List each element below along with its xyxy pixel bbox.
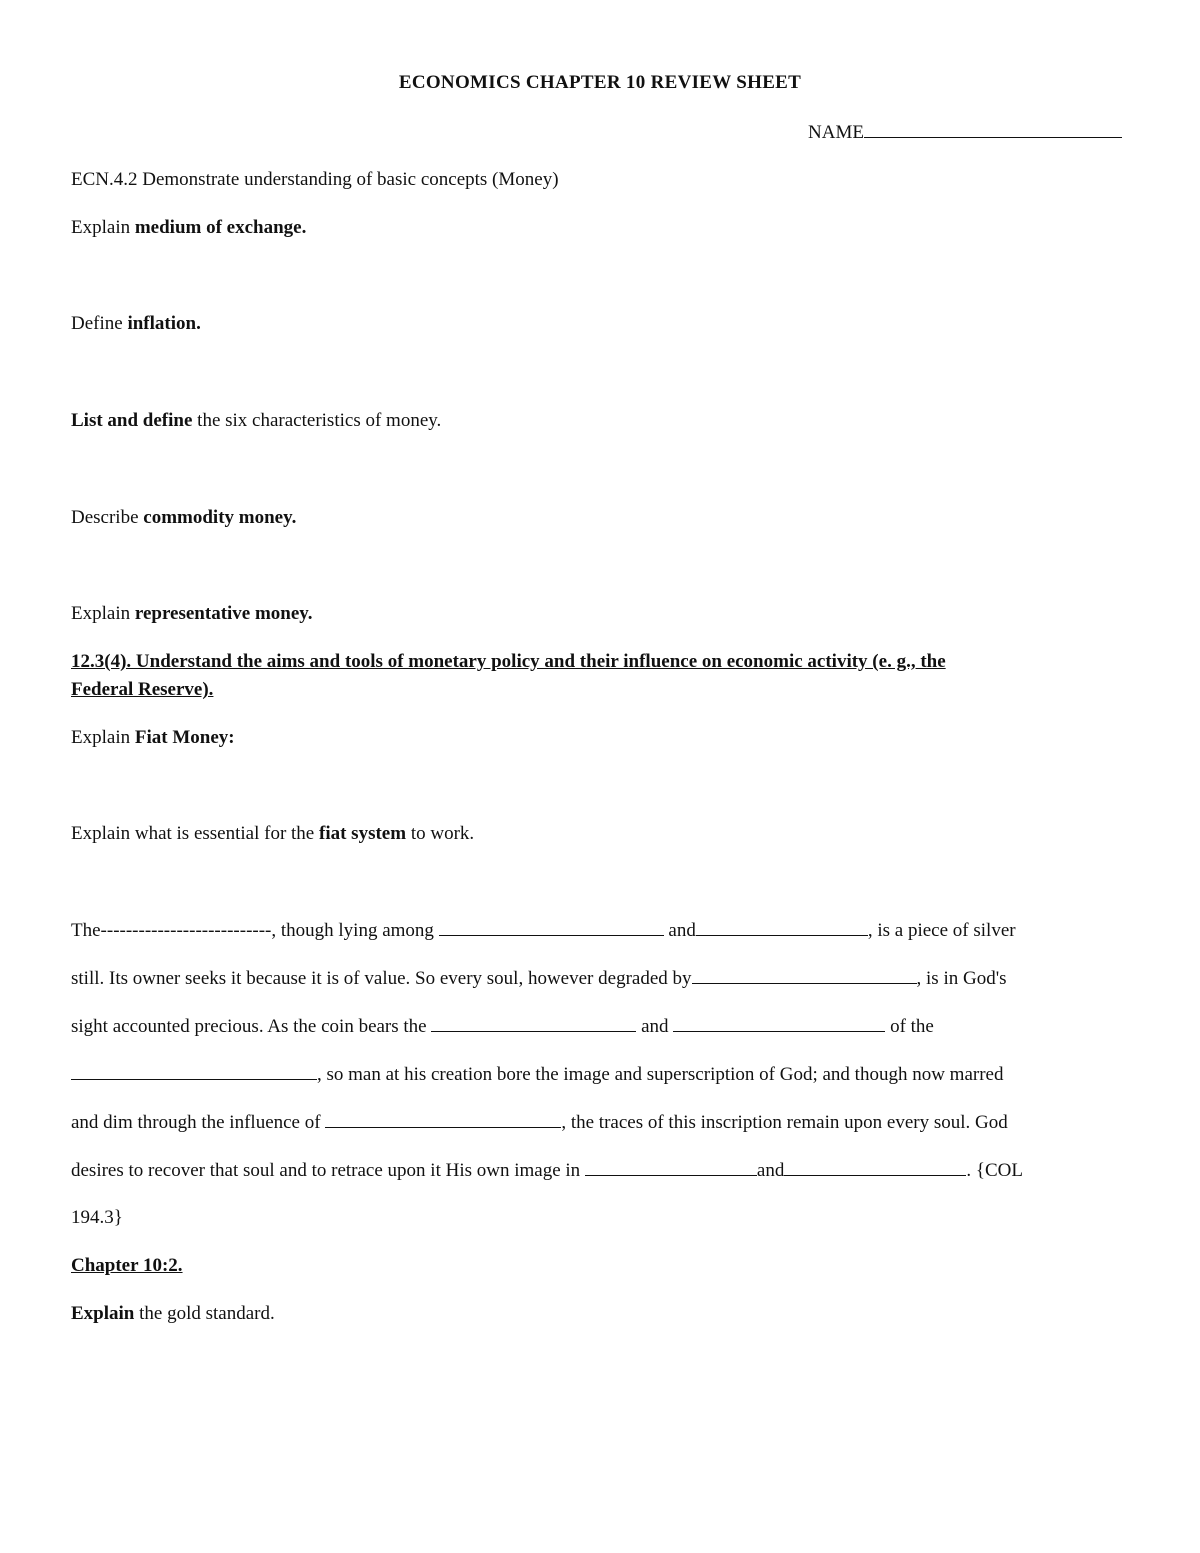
standard-2-line1: 12.3(4). Understand the aims and tools of monetary policy and their influence on economic activity (e. g., the xyxy=(71,651,946,672)
question-inflation xyxy=(71,312,201,336)
q6-prefix: Explain xyxy=(71,727,135,748)
q6-term: Fiat Money: xyxy=(134,727,235,748)
q1-term: medium of exchange. xyxy=(134,217,307,238)
fill-blank[interactable] xyxy=(585,1158,757,1176)
q8-term: Explain xyxy=(71,1303,135,1324)
q5-term: representative money. xyxy=(134,603,313,624)
passage-text: and dim through the influence of xyxy=(71,1112,326,1133)
fill-blank[interactable] xyxy=(673,1014,885,1032)
passage-text: and xyxy=(756,1160,785,1181)
fill-blank[interactable] xyxy=(692,966,917,984)
question-representative-money xyxy=(71,602,313,626)
question-fiat-money xyxy=(71,726,235,750)
page-title: ECONOMICS CHAPTER 10 REVIEW SHEET xyxy=(398,72,802,93)
passage-line-1 xyxy=(71,918,1016,943)
question-characteristics-of-money xyxy=(71,409,441,433)
q4-prefix: Describe xyxy=(71,507,144,528)
passage-text: , is in God's xyxy=(916,968,1007,989)
question-medium-of-exchange xyxy=(71,216,306,240)
q8-suffix: the gold standard. xyxy=(134,1303,275,1324)
q5-prefix: Explain xyxy=(71,603,135,624)
passage-text: The---------------------------, though lying among xyxy=(71,920,439,941)
passage-line-6 xyxy=(71,1158,1023,1183)
q4-term: commodity money. xyxy=(143,507,297,528)
passage-citation: 194.3} xyxy=(71,1207,123,1228)
standard-12-3-line2 xyxy=(71,678,213,702)
name-blank[interactable] xyxy=(864,120,1122,138)
passage-text: of the xyxy=(885,1016,934,1037)
passage-line-2 xyxy=(71,966,1007,991)
fill-blank[interactable] xyxy=(325,1110,561,1128)
passage-text: , so man at his creation bore the image and superscription of God; and though now marred xyxy=(317,1064,1004,1085)
name-label: NAME xyxy=(808,122,864,143)
passage-text: desires to recover that soul and to retrace upon it His own image in xyxy=(71,1160,585,1181)
standard-2-line2: Federal Reserve). xyxy=(71,679,214,700)
q2-prefix: Define xyxy=(71,313,128,334)
fill-blank[interactable] xyxy=(696,918,868,936)
standard-12-3-line1 xyxy=(71,650,946,674)
q7-prefix: Explain what is essential for the xyxy=(71,823,319,844)
passage-text: and xyxy=(636,1016,674,1037)
q1-prefix: Explain xyxy=(71,217,135,238)
q7-term: fiat system xyxy=(319,823,407,844)
passage-text: still. Its owner seeks it because it is of value. So every soul, however degraded by xyxy=(71,968,692,989)
standard-ecn-4-2: ECN.4.2 Demonstrate understanding of basic concepts (Money) xyxy=(71,169,559,190)
q7-suffix: to work. xyxy=(406,823,475,844)
question-gold-standard xyxy=(71,1302,275,1326)
q3-suffix: the six characteristics of money. xyxy=(192,410,442,431)
question-fiat-system xyxy=(71,822,474,846)
passage-line-4 xyxy=(71,1062,1003,1087)
passage-text: . {COL xyxy=(966,1160,1023,1181)
name-field[interactable] xyxy=(808,120,1122,145)
passage-text: sight accounted precious. As the coin bears the xyxy=(71,1016,432,1037)
passage-line-7 xyxy=(71,1206,123,1230)
fill-blank[interactable] xyxy=(431,1014,636,1032)
passage-text: , the traces of this inscription remain upon every soul. God xyxy=(561,1112,1008,1133)
q2-term: inflation. xyxy=(127,313,201,334)
fill-blank[interactable] xyxy=(439,918,664,936)
question-commodity-money xyxy=(71,506,296,530)
chapter-heading xyxy=(71,1254,183,1278)
passage-text: and xyxy=(663,920,696,941)
fill-blank[interactable] xyxy=(71,1062,317,1080)
q3-term: List and define xyxy=(71,410,193,431)
passage-line-3 xyxy=(71,1014,934,1039)
passage-text: , is a piece of silver xyxy=(867,920,1016,941)
chapter-10-2-heading: Chapter 10:2. xyxy=(71,1255,183,1276)
fill-blank[interactable] xyxy=(784,1158,966,1176)
passage-line-5 xyxy=(71,1110,1008,1135)
